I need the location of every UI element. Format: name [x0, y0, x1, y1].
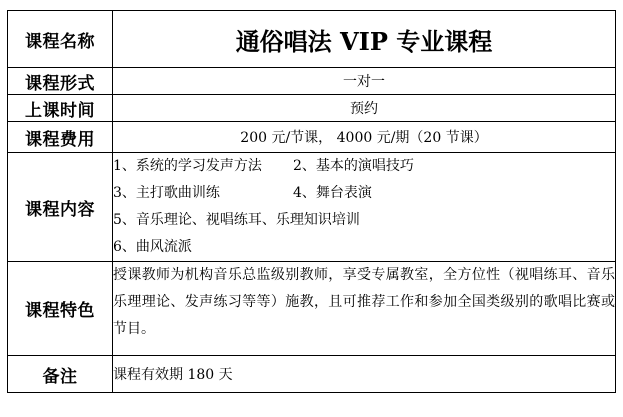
course-time-label: 上课时间	[8, 95, 113, 122]
table-row-note	[8, 356, 616, 393]
course-content-list	[113, 153, 616, 262]
content-item: 2、基本的演唱技巧	[293, 158, 414, 174]
course-feature-value: 授课教师为机构音乐总监级别教师，享受专属教室，全方位性（视唱练耳、音乐乐理理论、发声练习等等）施教，且可推荐工作和参加全国类级别的歌唱比赛或节目。	[113, 267, 615, 337]
content-item: 3、主打歌曲训练	[113, 185, 220, 201]
course-form-label: 课程形式	[8, 68, 113, 95]
course-feature-label: 课程特色	[8, 262, 113, 356]
table-row-feature	[8, 262, 616, 356]
content-item: 4、舞台表演	[293, 185, 372, 201]
content-item: 5、音乐理论、视唱练耳、乐理知识培训	[113, 212, 360, 228]
course-fee-value: 200 元/节课， 4000 元/期（20 节课）	[113, 122, 616, 153]
course-note-label: 备注	[8, 356, 113, 393]
table-row-time	[8, 95, 616, 122]
course-table	[7, 10, 616, 393]
table-row-content	[8, 153, 616, 262]
course-fee-label: 课程费用	[8, 122, 113, 153]
course-content-label: 课程内容	[8, 153, 113, 262]
course-name-label: 课程名称	[8, 11, 113, 68]
course-feature-cell	[113, 262, 616, 356]
course-form-value: 一对一	[113, 68, 616, 95]
content-item: 6、曲风流派	[113, 239, 192, 255]
table-row-name	[8, 11, 616, 68]
content-item: 1、系统的学习发声方法	[113, 158, 262, 174]
table-row-form	[8, 68, 616, 95]
course-title: 通俗唱法 VIP 专业课程	[113, 11, 616, 68]
table-row-fee	[8, 122, 616, 153]
course-note-value: 课程有效期 180 天	[113, 356, 616, 393]
course-time-value: 预约	[113, 95, 616, 122]
